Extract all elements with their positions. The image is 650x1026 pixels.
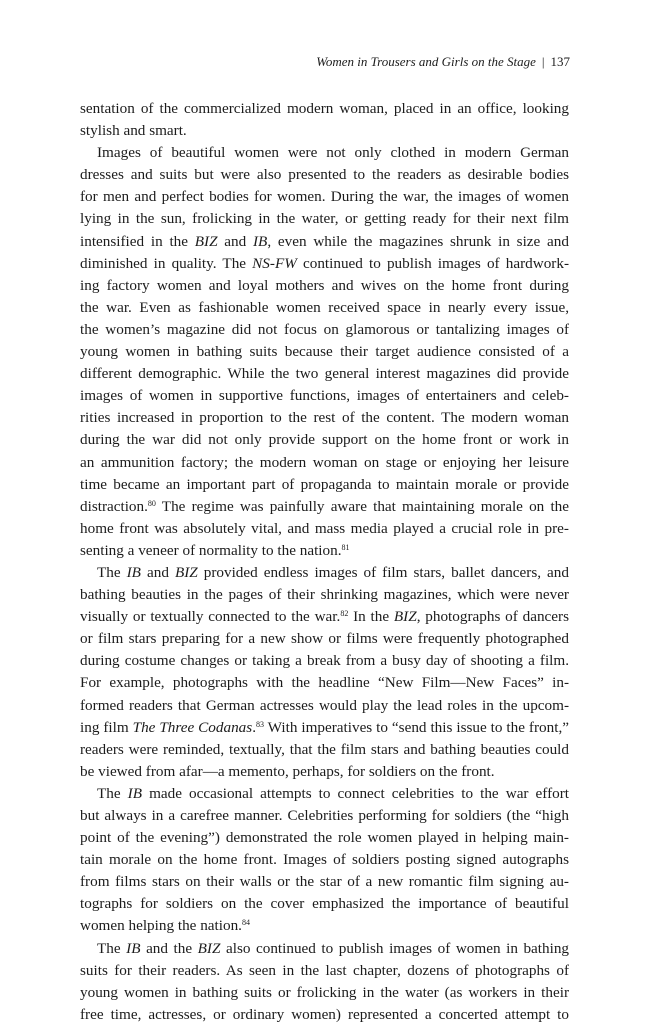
running-head-title: Women in Trousers and Girls on the Stage [316, 54, 536, 69]
text-line: The IB and the BIZ also continued to publish images of women in bathing [97, 939, 569, 957]
text-line: senting a veneer of normality to the nation.$^{81}$ [80, 541, 350, 559]
text-line: lying in the sun, frolicking in the water, or getting ready for their next film [80, 210, 569, 228]
text-line: different demographic. While the two general interest magazines did provide [80, 365, 569, 383]
text-line: sentation of the commercialized modern woman, placed in an office, looking [80, 100, 569, 117]
body-text [80, 98, 569, 1026]
text-line: during the war did not only provide support on the home front or work in [80, 431, 569, 449]
running-head [316, 54, 570, 70]
text-line: images of women in supportive functions, images of entertainers and celeb- [80, 387, 569, 405]
text-line: distraction.$^{80}$ The regime was painfully aware that maintaining morale on the [80, 497, 569, 515]
text-line: suits for their readers. As seen in the last chapter, dozens of photographs of [80, 961, 569, 979]
text-line: women helping the nation.$^{84}$ [80, 917, 250, 935]
text-line: young women in bathing suits or frolicking in the water (as workers in their [80, 983, 569, 1001]
text-line: during costume changes or taking a break from a busy day of shooting a film. [80, 652, 569, 670]
text-line: the war. Even as fashionable women received space in nearly every issue, [80, 298, 569, 316]
text-line: diminished in quality. The NS-FW continued to publish images of hardwork- [80, 254, 569, 272]
text-line: time became an important part of propaganda to maintain morale or provide [80, 475, 569, 493]
text-line: bathing beauties in the pages of their shrinking magazines, which were never [80, 586, 569, 604]
text-line: The IB made occasional attempts to connect celebrities to the war effort [97, 784, 569, 802]
text-line: ing factory women and loyal mothers and wives on the home front during [80, 276, 569, 294]
text-line: dresses and suits but were also presented to the readers as desirable bodies [80, 166, 569, 184]
text-line: from films stars on their walls or the star of a new romantic film signing au- [80, 873, 569, 891]
text-line: visually or textually connected to the war.$^{82}$ In the BIZ, photographs of dancers [80, 608, 569, 626]
text-line: readers were reminded, textually, that the film stars and bathing beauties could [80, 740, 569, 758]
text-line: formed readers that German actresses would play the lead roles in the upcom- [80, 696, 569, 714]
text-line: stylish and smart. [80, 122, 187, 140]
text-line: an ammunition factory; the modern woman on stage or enjoying her leisure [80, 453, 569, 471]
text-line: Images of beautiful women were not only clothed in modern German [97, 144, 569, 162]
text-line: The IB and BIZ provided endless images of film stars, ballet dancers, and [97, 563, 569, 581]
text-line: home front was absolutely vital, and mass media played a crucial role in pre- [80, 519, 569, 537]
running-head-separator: | [541, 54, 545, 69]
text-line: tographs for soldiers on the cover emphasized the importance of beautiful [80, 895, 569, 913]
page-number: 137 [550, 54, 570, 69]
text-line: free time, actresses, or ordinary women) represented a concerted attempt to [80, 1005, 569, 1023]
text-line: for men and perfect bodies for women. During the war, the images of women [80, 188, 569, 206]
text-line: the women’s magazine did not focus on glamorous or tantalizing images of [80, 320, 569, 338]
text-line: intensified in the BIZ and IB, even while the magazines shrunk in size and [80, 232, 569, 250]
text-line: be viewed from afar—a memento, perhaps, for soldiers on the front. [80, 762, 495, 780]
text-line: For example, photographs with the headline “New Film—New Faces” in- [80, 674, 569, 692]
text-line: but always in a carefree manner. Celebrities performing for soldiers (the “high [80, 807, 569, 824]
text-line: point of the evening”) demonstrated the role women played in helping main- [80, 829, 569, 847]
text-line: ing film The Three Codanas.$^{83}$ With imperatives to “send this issue to the front,” [80, 718, 569, 736]
text-line: rities increased in proportion to the rest of the content. The modern woman [80, 409, 569, 427]
text-line: or film stars preparing for a new show or films were frequently photographed [80, 630, 569, 648]
text-line: young women in bathing suits because their target audience consisted of a [80, 343, 569, 361]
text-line: tain morale on the home front. Images of soldiers posting signed autographs [80, 851, 569, 869]
